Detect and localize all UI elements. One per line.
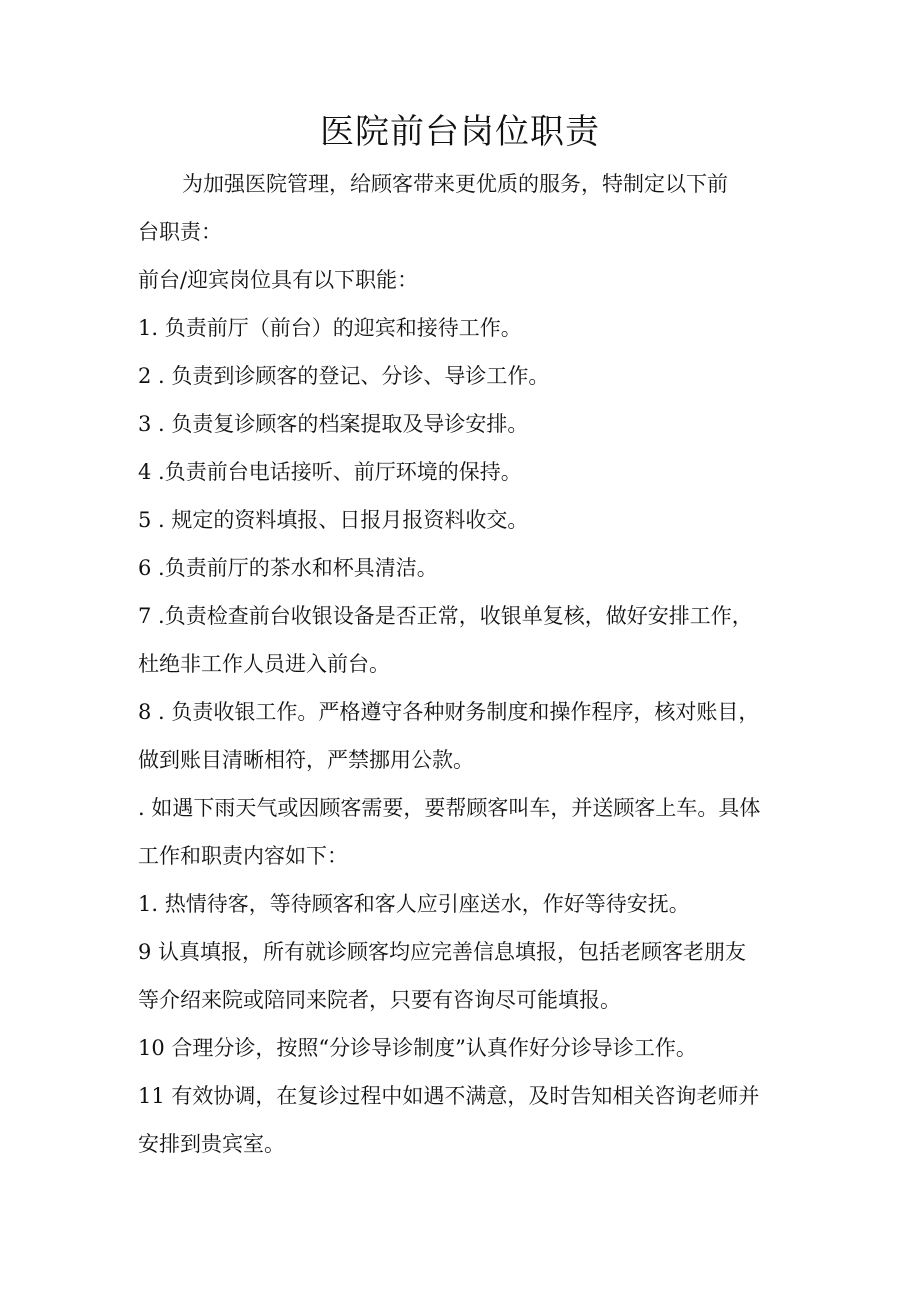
paragraph-line: 为加强医院管理，给顾客带来更优质的服务，特制定以下前 xyxy=(182,172,728,196)
list-item-continuation: 杜绝非工作人员进入前台。 xyxy=(138,652,390,676)
list-item-continuation: 安排到贵宾室。 xyxy=(138,1132,285,1156)
list-item: 4 .负责前台电话接听、前厅环境的保持。 xyxy=(138,460,522,484)
paragraph-line: 台职责： xyxy=(138,220,222,244)
list-item-continuation: 做到账目清晰相符，严禁挪用公款。 xyxy=(138,748,474,772)
list-item: 7 .负责检查前台收银设备是否正常，收银单复核，做好安排工作， xyxy=(138,604,753,628)
list-item: . 如遇下雨天气或因顾客需要，要帮顾客叫车，并送顾客上车。具体 xyxy=(138,796,761,820)
list-item: 11 有效协调，在复诊过程中如遇不满意，及时告知相关咨询老师并 xyxy=(138,1084,760,1108)
list-item: 1. 热情待客，等待顾客和客人应引座送水，作好等待安抚。 xyxy=(138,892,690,916)
list-item-continuation: 工作和职责内容如下： xyxy=(138,844,348,868)
document-body xyxy=(138,160,786,1168)
list-item-continuation: 等介绍来院或陪同来院者，只要有咨询尽可能填报。 xyxy=(138,988,621,1012)
list-item: 6 .负责前厅的茶水和杯具清洁。 xyxy=(138,556,438,580)
list-item: 10 合理分诊，按照“分诊导诊制度”认真作好分诊导诊工作。 xyxy=(138,1036,697,1060)
section-heading: 前台/迎宾岗位具有以下职能： xyxy=(138,268,419,292)
document-title: 医院前台岗位职责 xyxy=(320,112,600,152)
list-item: 1. 负责前厅（前台）的迎宾和接待工作。 xyxy=(138,316,522,340)
list-item: 5 . 规定的资料填报、日报月报资料收交。 xyxy=(138,508,529,532)
list-item: 2 . 负责到诊顾客的登记、分诊、导诊工作。 xyxy=(138,364,550,388)
list-item: 8 . 负责收银工作。严格遵守各种财务制度和操作程序，核对账目， xyxy=(138,700,760,724)
list-item: 3 . 负责复诊顾客的档案提取及导诊安排。 xyxy=(138,412,529,436)
list-item: 9 认真填报，所有就诊顾客均应完善信息填报，包括老顾客老朋友 xyxy=(138,940,747,964)
